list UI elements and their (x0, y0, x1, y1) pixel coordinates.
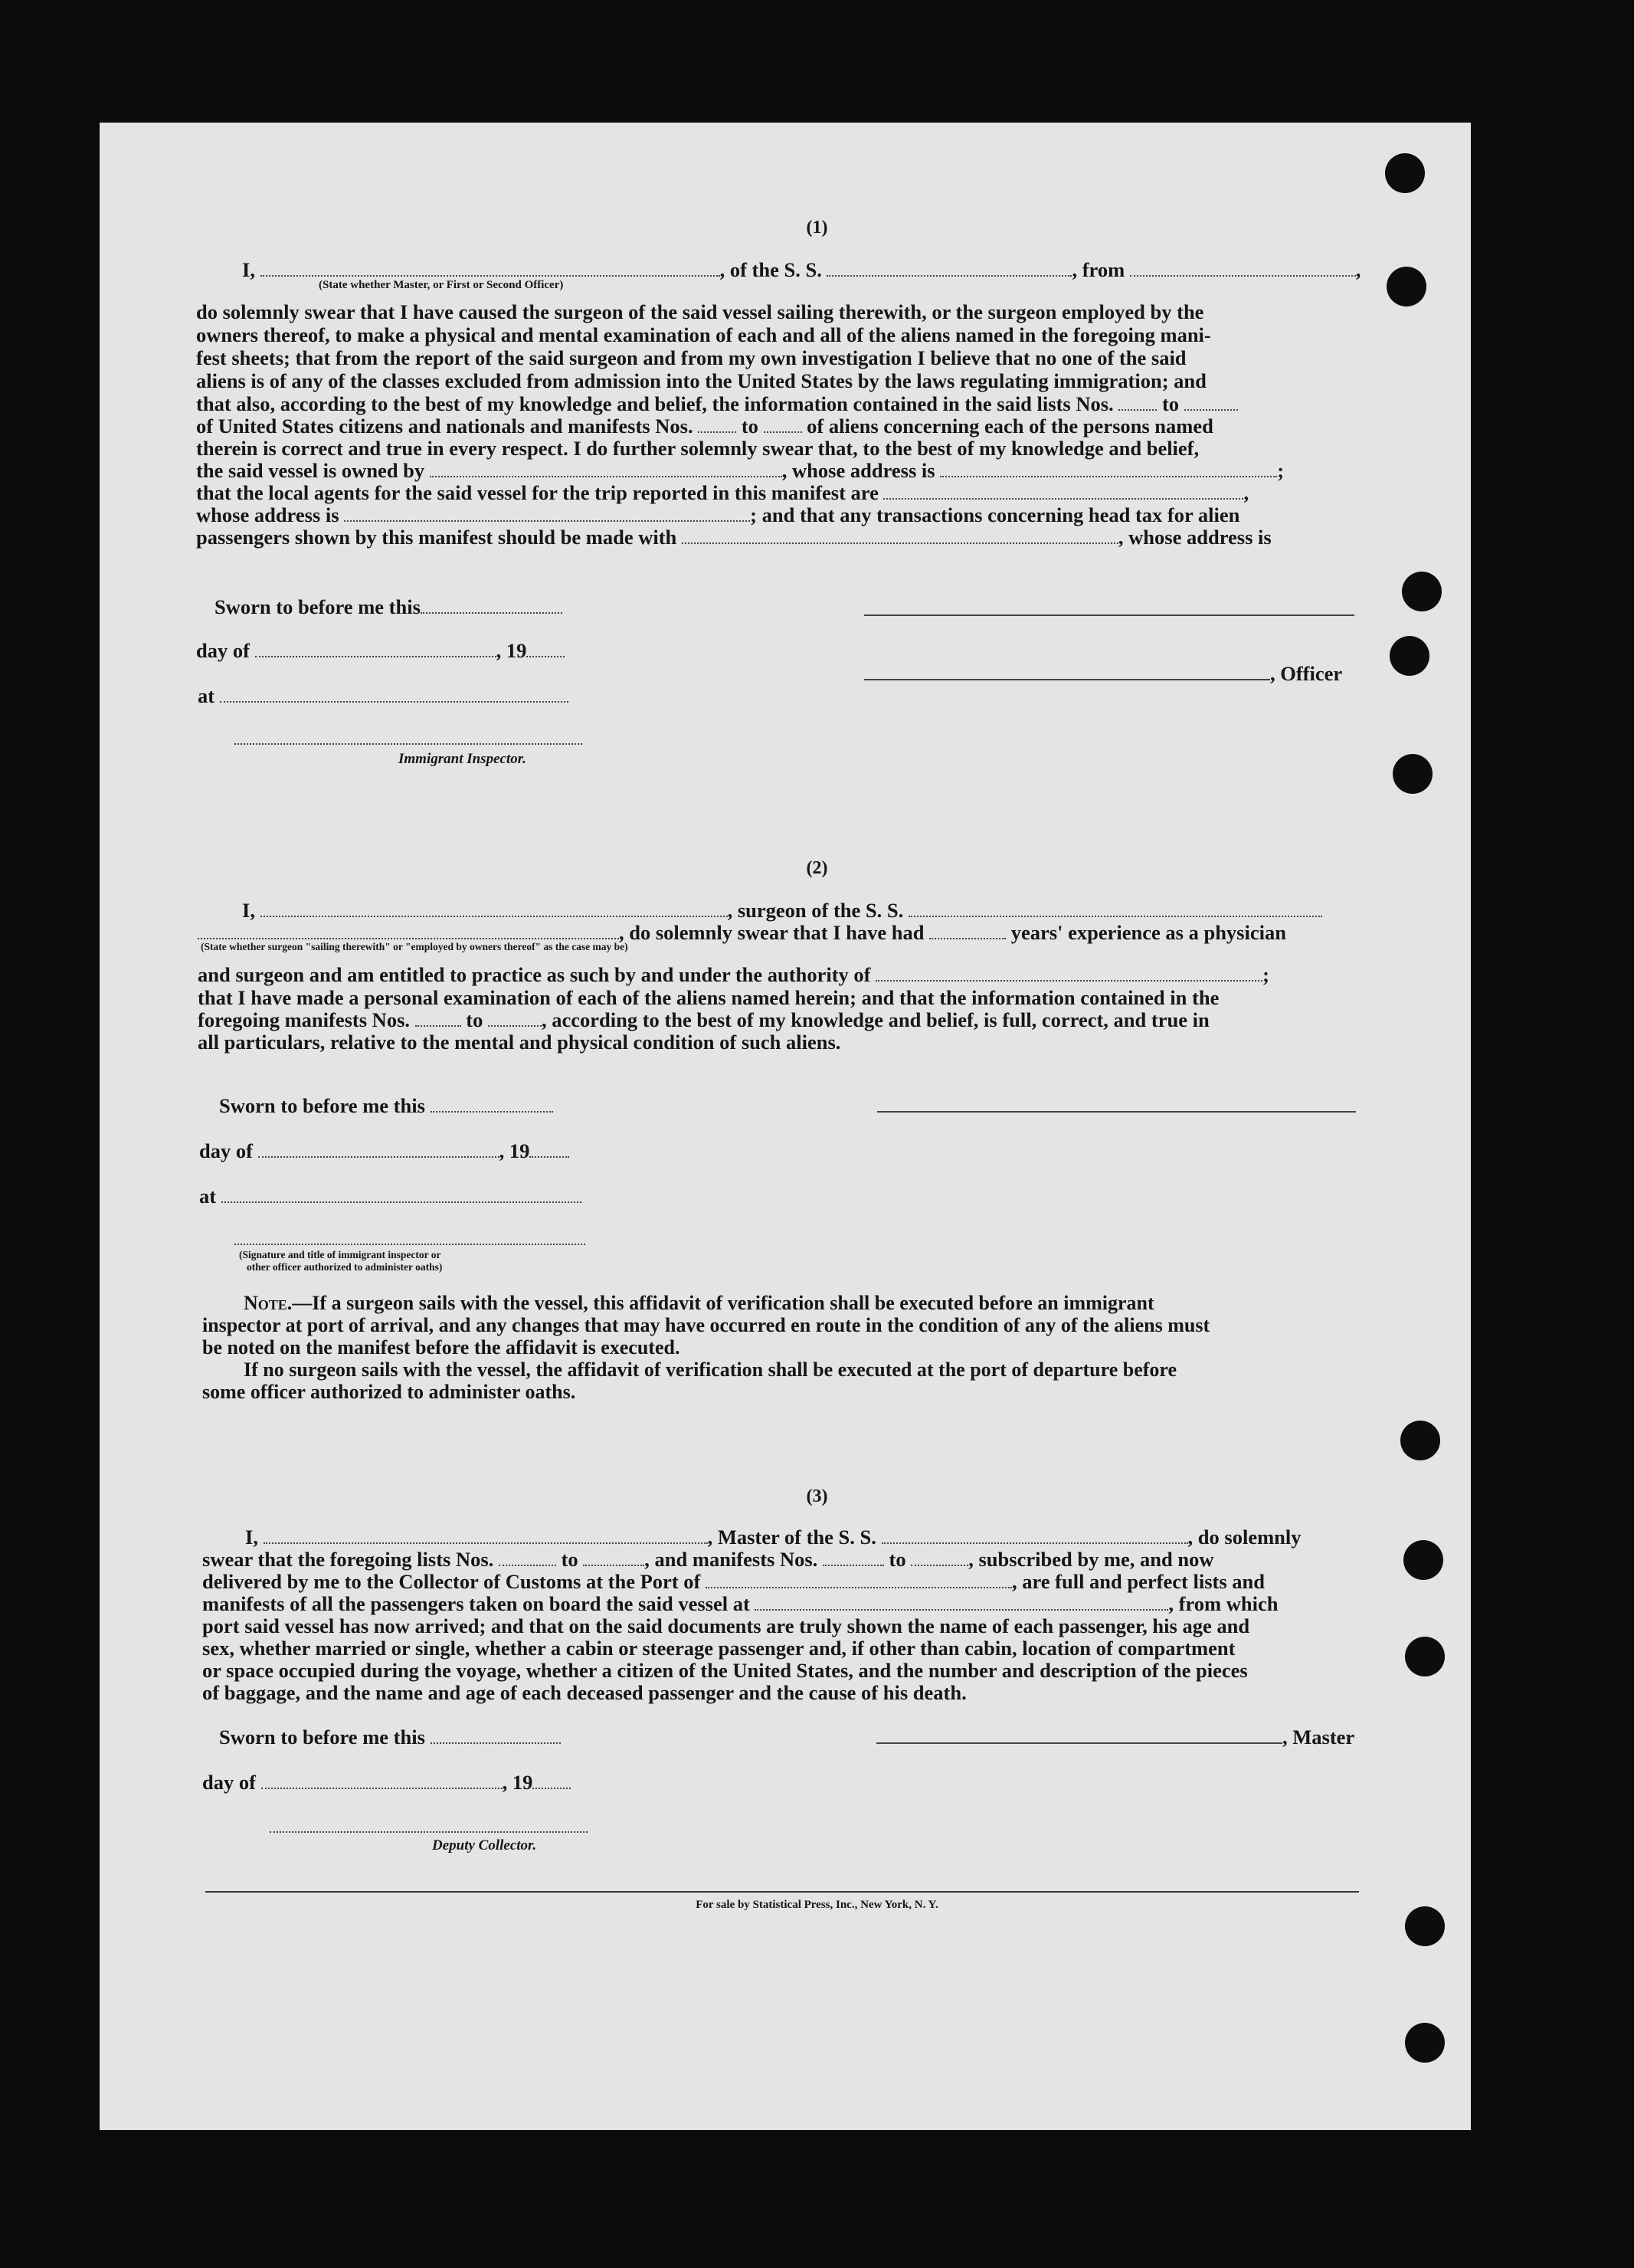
section-2-second-line: , do solemnly swear that I have had years' experience as a physician (198, 921, 1286, 944)
section-2-note-1: Note.—If a surgeon sails with the vessel, this affidavit of verification shall be executed before an immigrant (244, 1292, 1154, 1314)
section-2-foregoing-line: foregoing manifests Nos. to , according to the best of my knowledge and belief, is full, correct, and true in (198, 1008, 1210, 1031)
punch-hole (1393, 754, 1433, 794)
section-1-day-of: day of , 19 (196, 639, 565, 662)
section-1-passengers-line: passengers shown by this manifest should be made with , whose address is (196, 526, 1272, 549)
section-1-inspector-line (234, 743, 582, 745)
section-1-officer: , Officer (864, 662, 1342, 685)
section-2-hint: (State whether surgeon "sailing therewith" or "employed by owners thereof" as the case may be) (201, 941, 628, 952)
section-3-master-sig: , Master (876, 1726, 1354, 1749)
section-1-body-2: owners thereof, to make a physical and mental examination of each and all of the aliens named in the foregoing mani- (196, 323, 1211, 346)
section-1-whose-line: whose address is ; and that any transactions concerning head tax for alien (196, 503, 1240, 526)
section-2-signature-line (234, 1244, 585, 1245)
punch-hole (1405, 1637, 1445, 1676)
section-3-third-line: delivered by me to the Collector of Customs at the Port of , are full and perfect lists and (202, 1570, 1265, 1593)
section-3-day-of: day of , 19 (202, 1771, 571, 1794)
section-1-number: (1) (806, 218, 828, 238)
section-3-number: (3) (806, 1486, 828, 1506)
punch-hole (1400, 1421, 1440, 1460)
section-1-sworn: Sworn to before me this (214, 595, 562, 618)
section-3-body-2: sex, whether married or single, whether a cabin or steerage passenger and, if other than cabin, location of compartment (202, 1637, 1236, 1660)
section-3-collector-line (270, 1831, 588, 1833)
section-1-body-1: do solemnly swear that I have caused the surgeon of the said vessel sailing therewith, or the surgeon employed by the (196, 300, 1204, 323)
section-1-inspector-label: Immigrant Inspector. (398, 751, 526, 767)
section-2-all-line: all particulars, relative to the mental and physical condition of such aliens. (198, 1031, 841, 1054)
section-1-manifests-line: of United States citizens and nationals and manifests Nos. to of aliens concerning each of the persons named (196, 415, 1213, 438)
section-2-sworn: Sworn to before me this (219, 1094, 553, 1117)
section-3-sworn: Sworn to before me this (219, 1726, 561, 1749)
section-2-sig-hint-2: other officer authorized to administer oaths) (247, 1261, 443, 1273)
section-1-agents-line: that the local agents for the said vessel for the trip reported in this manifest are , (196, 481, 1249, 504)
section-3-body-4: of baggage, and the name and age of each deceased passenger and the cause of his death. (202, 1681, 967, 1704)
section-2-sig-hint-1: (Signature and title of immigrant inspector or (239, 1249, 441, 1260)
section-3-first-line: I, , Master of the S. S. , do solemnly (245, 1526, 1302, 1549)
section-3-body-1: port said vessel has now arrived; and that on the said documents are truly shown the name of each passenger, his age and (202, 1614, 1250, 1637)
section-1-hint: (State whether Master, or First or Second Officer) (319, 279, 564, 291)
section-1-officer-sig-line-top (864, 615, 1354, 616)
printer-footer: For sale by Statistical Press, Inc., New York, N. Y. (696, 1899, 938, 1911)
section-2-note-5: some officer authorized to administer oaths. (202, 1381, 576, 1403)
section-2-day-of: day of , 19 (199, 1139, 569, 1162)
punch-hole (1405, 1906, 1445, 1946)
punch-hole (1403, 1540, 1443, 1580)
punch-hole (1387, 267, 1426, 306)
section-3-fourth-line: manifests of all the passengers taken on board the said vessel at , from which (202, 1592, 1279, 1615)
section-1-lists-line: that also, according to the best of my knowledge and belief, the information contained in the said lists Nos. to (196, 392, 1238, 415)
section-2-note-4: If no surgeon sails with the vessel, the affidavit of verification shall be executed at the port of departure before (244, 1359, 1177, 1381)
section-2-note-2: inspector at port of arrival, and any changes that may have occurred en route in the condition of any of the aliens must (202, 1314, 1210, 1336)
section-2-at: at (199, 1185, 581, 1208)
section-1-body-4: aliens is of any of the classes excluded from admission into the United States by the laws regulating immigration; and (196, 369, 1207, 392)
section-2-first-line: I, , surgeon of the S. S. (242, 899, 1322, 922)
section-1-first-line: I, , of the S. S. , from , (242, 258, 1361, 281)
section-1-at: at (198, 684, 568, 707)
section-2-exam-line: that I have made a personal examination of each of the aliens named herein; and that the information contained in the (198, 986, 1220, 1009)
punch-hole (1385, 153, 1425, 193)
section-1-owned-line: the said vessel is owned by , whose address is ; (196, 459, 1285, 482)
punch-hole (1390, 636, 1429, 676)
section-3-collector-label: Deputy Collector. (432, 1837, 537, 1853)
punch-hole (1402, 572, 1442, 611)
footer-rule (205, 1891, 1359, 1893)
section-2-note-3: be noted on the manifest before the affidavit is executed. (202, 1336, 680, 1359)
section-2-authority-line: and surgeon and am entitled to practice as such by and under the authority of ; (198, 963, 1269, 986)
section-3-body-3: or space occupied during the voyage, whether a citizen of the United States, and the number and description of the pieces (202, 1659, 1248, 1682)
section-3-second-line: swear that the foregoing lists Nos. to , and manifests Nos. to , subscribed by me, and now (202, 1548, 1214, 1571)
section-2-number: (2) (806, 858, 828, 878)
section-2-surgeon-sig-line (877, 1111, 1356, 1113)
section-1-therein: therein is correct and true in every respect. I do further solemnly swear that, to the best of my knowledge and belief, (196, 437, 1200, 460)
punch-hole (1405, 2023, 1445, 2063)
section-1-body-3: fest sheets; that from the report of the said surgeon and from my own investigation I believe that no one of the said (196, 346, 1187, 369)
